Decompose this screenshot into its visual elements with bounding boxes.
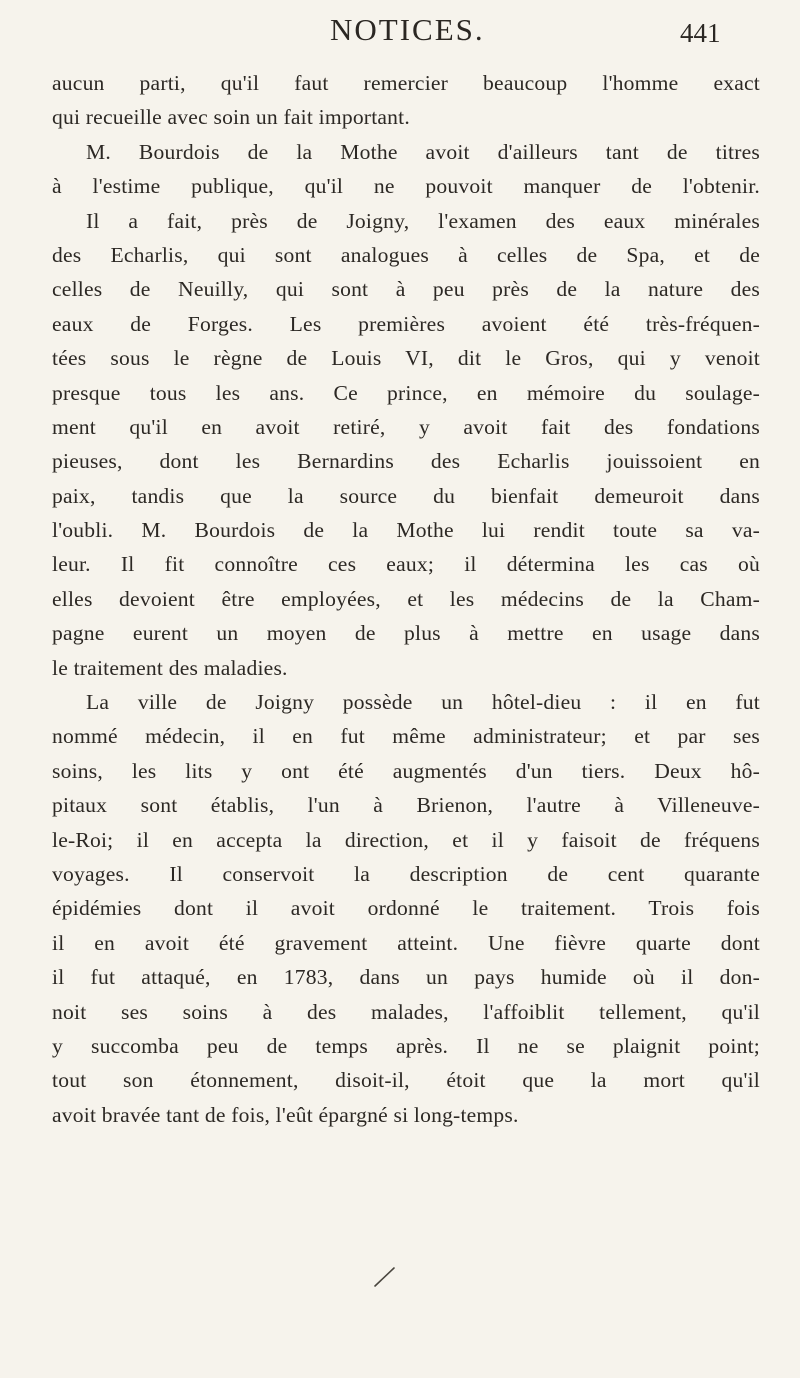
text-line: le-Roi; il en accepta la direction, et il y faisoit de fréquens xyxy=(52,827,760,852)
text-line: avoit bravée tant de fois, l'eût épargné si long-temps. xyxy=(52,1102,519,1127)
text-line: Il a fait, près de Joigny, l'examen des eaux minérales xyxy=(86,208,760,233)
text-line: des Echarlis, qui sont analogues à celles de Spa, et de xyxy=(52,242,760,267)
body-text xyxy=(52,66,760,1132)
text-line: soins, les lits y ont été augmentés d'un tiers. Deux hô- xyxy=(52,758,760,783)
text-line: ment qu'il en avoit retiré, y avoit fait des fondations xyxy=(52,414,760,439)
text-line: noit ses soins à des malades, l'affoiblit tellement, qu'il xyxy=(52,999,760,1024)
running-head xyxy=(0,8,800,56)
text-line: pitaux sont établis, l'un à Brienon, l'autre à Villeneuve- xyxy=(52,793,760,818)
text-line: tées sous le règne de Louis VI, dit le Gros, qui y venoit xyxy=(52,346,760,371)
text-line: pagne eurent un moyen de plus à mettre en usage dans xyxy=(52,621,760,646)
text-line: tout son étonnement, disoit-il, étoit que la mort qu'il xyxy=(52,1068,760,1093)
text-line: La ville de Joigny possède un hôtel-dieu : il en fut xyxy=(86,690,760,715)
text-line: voyages. Il conservoit la description de cent quarante xyxy=(52,861,760,886)
text-line: le traitement des maladies. xyxy=(52,655,288,680)
text-line: eaux de Forges. Les premières avoient été très-fréquen- xyxy=(52,311,760,336)
text-line: aucun parti, qu'il faut remercier beaucoup l'homme exact xyxy=(52,71,760,95)
text-line: y succomba peu de temps après. Il ne se plaignit point; xyxy=(52,1033,760,1058)
text-line: M. Bourdois de la Mothe avoit d'ailleurs tant de titres xyxy=(86,139,760,164)
text-line: presque tous les ans. Ce prince, en mémoire du soulage- xyxy=(52,380,760,405)
text-line: qui recueille avec soin un fait important. xyxy=(52,105,410,130)
text-line: l'oubli. M. Bourdois de la Mothe lui rendit toute sa va- xyxy=(52,518,760,543)
text-line: elles devoient être employées, et les médecins de la Cham- xyxy=(52,586,760,611)
text-line: à l'estime publique, qu'il ne pouvoit manquer de l'obtenir. xyxy=(52,174,760,199)
text-line: celles de Neuilly, qui sont à peu près de la nature des xyxy=(52,277,760,302)
text-line: leur. Il fit connoître ces eaux; il détermina les cas où xyxy=(52,552,760,577)
page-number: 441 xyxy=(680,18,721,48)
text-line: il fut attaqué, en 1783, dans un pays humide où il don- xyxy=(52,965,760,990)
pencil-mark-icon xyxy=(372,1264,398,1290)
text-line: paix, tandis que la source du bienfait demeuroit dans xyxy=(52,483,760,508)
text-line: épidémies dont il avoit ordonné le traitement. Trois fois xyxy=(52,896,760,921)
text-line: il en avoit été gravement atteint. Une fièvre quarte dont xyxy=(52,930,760,955)
running-title: NOTICES. xyxy=(330,12,485,47)
text-line: pieuses, dont les Bernardins des Echarlis jouissoient en xyxy=(52,449,760,474)
text-line: nommé médecin, il en fut même administrateur; et par ses xyxy=(52,724,760,749)
